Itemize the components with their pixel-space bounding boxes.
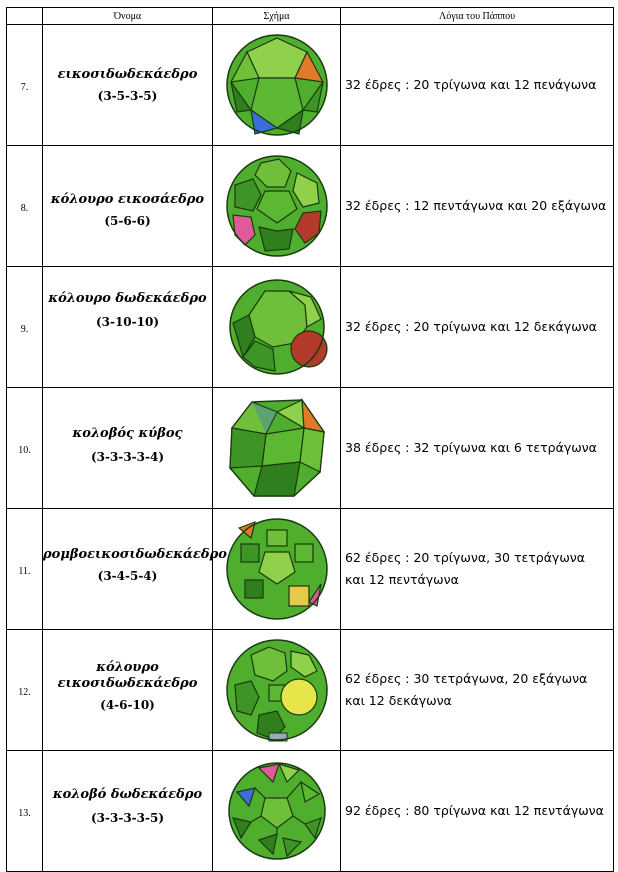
polyhedron-shape-cell: [213, 388, 341, 509]
polyhedron-description: 38 έδρες : 32 τρίγωνα και 6 τετράγωνα: [341, 388, 614, 509]
polyhedron-shape-cell: [213, 630, 341, 751]
table-row: [7, 267, 614, 388]
polyhedron-description: 32 έδρες : 20 τρίγωνα και 12 πενάγωνα: [341, 25, 614, 146]
header-shape: Σχήμα: [213, 8, 341, 25]
row-number: 9.: [7, 267, 43, 388]
row-number: 12.: [7, 630, 43, 751]
polyhedron-name-cell: [43, 509, 227, 630]
vertex-configuration: (3-4-5-4): [97, 569, 158, 583]
polyhedron-name-line-1: κόλουρο: [96, 660, 159, 675]
polyhedron-name: εικοσιδωδεκάεδρο: [57, 67, 198, 82]
polyhedron-shape-cell: [213, 509, 341, 630]
polyhedron-description: 32 έδρες : 20 τρίγωνα και 12 δεκάγωνα: [341, 267, 614, 388]
polyhedron-name: κόλουρο εικοσάεδρο: [50, 192, 205, 207]
table-row: [7, 630, 614, 751]
truncated-icosahedron-image: [225, 151, 329, 261]
polyhedron-name: κόλουρο δωδεκάεδρο: [48, 291, 207, 306]
table-row: [7, 25, 614, 146]
vertex-configuration: (3-3-3-3-4): [90, 450, 165, 464]
polyhedron-name-cell: [43, 25, 213, 146]
snub-cube-image: [222, 392, 332, 504]
polyhedron-description: 92 έδρες : 80 τρίγωνα και 12 πεντάγωνα: [341, 751, 614, 872]
icosidodecahedron-image: [225, 30, 329, 140]
table-row: [7, 146, 614, 267]
vertex-configuration: (3-10-10): [95, 315, 160, 329]
row-number: 8.: [7, 146, 43, 267]
polyhedron-shape-cell: [213, 751, 341, 872]
polyhedron-name: κολοβός κύβος: [72, 426, 183, 441]
vertex-configuration: (5-6-6): [104, 214, 151, 228]
snub-dodecahedron-image: [225, 758, 329, 864]
rhombicosidodecahedron-image: [225, 514, 329, 624]
row-number: 7.: [7, 25, 43, 146]
row-number: 13.: [7, 751, 43, 872]
polyhedron-name-cell: [43, 388, 213, 509]
vertex-configuration: (3-5-3-5): [97, 89, 158, 103]
polyhedron-name-cell: [43, 146, 213, 267]
polyhedron-name-cell: [43, 751, 213, 872]
table-row: [7, 388, 614, 509]
polyhedron-shape-cell: [213, 146, 341, 267]
truncated-dodecahedron-image: [225, 277, 329, 377]
table-row: [7, 751, 614, 872]
row-number: 11.: [7, 509, 43, 630]
polyhedron-shape-cell: [213, 267, 341, 388]
vertex-configuration: (3-3-3-3-5): [90, 811, 165, 825]
polyhedron-description: 32 έδρες : 12 πεντάγωνα και 20 εξάγωνα: [341, 146, 614, 267]
polyhedron-name: ρομβοεικοσιδωδεκάεδρο: [43, 547, 227, 562]
polyhedron-name-line-2: εικοσιδωδεκάεδρο: [57, 676, 198, 691]
polyhedron-name: κολοβό δωδεκάεδρο: [52, 787, 203, 802]
polyhedron-shape-cell: [213, 25, 341, 146]
header-number: [7, 8, 43, 25]
row-number: 10.: [7, 388, 43, 509]
table-row: [7, 509, 614, 630]
truncated-icosidodecahedron-image: [225, 635, 329, 745]
table-header-row: [7, 8, 614, 25]
polyhedra-table: [6, 7, 614, 872]
polyhedron-name-cell: [43, 267, 213, 388]
vertex-configuration: (4-6-10): [100, 698, 155, 712]
polyhedron-name-cell: [43, 630, 213, 751]
header-description: Λόγια του Πάππου: [341, 8, 614, 25]
header-name: Όνομα: [43, 8, 213, 25]
polyhedron-description: 62 έδρες : 20 τρίγωνα, 30 τετράγωνα και 12 πεντάγωνα: [341, 509, 614, 630]
polyhedron-description: 62 έδρες : 30 τετράγωνα, 20 εξάγωνα και 12 δεκάγωνα: [341, 630, 614, 751]
